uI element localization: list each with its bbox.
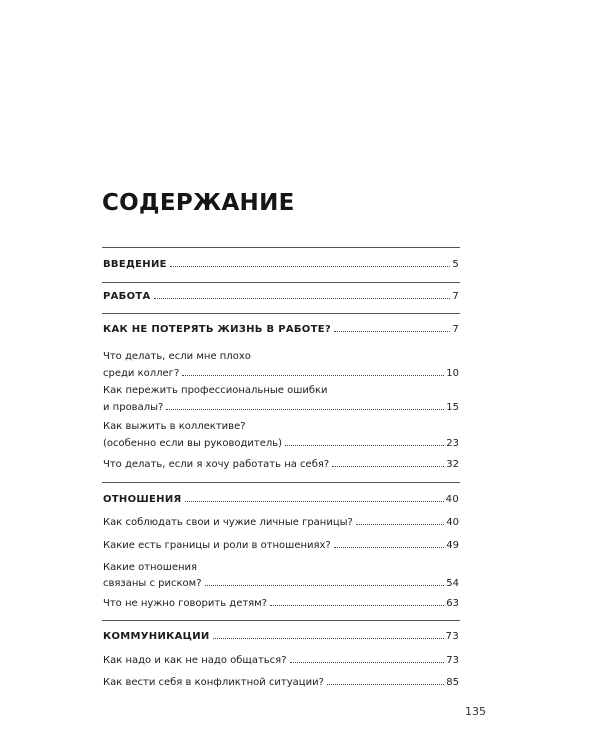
dot-leader: [154, 298, 451, 299]
divider: [102, 620, 460, 621]
dot-leader: [356, 524, 444, 525]
dot-leader: [182, 375, 444, 376]
dot-leader: [285, 445, 444, 446]
toc-entry-page: 7: [452, 324, 459, 335]
toc-entry-title-line: Как выжить в коллективе?: [103, 421, 246, 432]
divider: [102, 482, 460, 483]
toc-entry-children[interactable]: [103, 597, 459, 610]
toc-entry-how-to-communicate[interactable]: [103, 654, 459, 667]
toc-entry-page: 5: [452, 259, 459, 270]
dot-leader: [334, 331, 450, 332]
toc-entry-relationships[interactable]: [103, 493, 459, 506]
dot-leader: [205, 585, 445, 586]
toc-entry-page: 49: [446, 540, 459, 551]
toc-entry-page: 15: [446, 402, 459, 413]
dot-leader: [270, 605, 444, 606]
toc-entry-page: 10: [446, 368, 459, 379]
toc-entry-title: РАБОТА: [103, 291, 151, 302]
toc-entry-page: 40: [445, 494, 459, 505]
toc-entry-page: 63: [446, 598, 459, 609]
toc-entry-title: ОТНОШЕНИЯ: [103, 494, 182, 505]
dot-leader: [185, 501, 444, 502]
toc-entry-professional-mistakes[interactable]: [103, 384, 459, 414]
page-title: СОДЕРЖАНИЕ: [102, 190, 295, 216]
toc-entry-work-for-myself[interactable]: [103, 458, 459, 471]
toc-entry-title: (особенно если вы руководитель): [103, 438, 283, 449]
dot-leader: [213, 638, 444, 639]
toc-entry-title: Как соблюдать свои и чужие личные границы?: [103, 517, 353, 528]
toc-entry-title-line: Какие отношения: [103, 562, 198, 573]
toc-entry-page: 7: [452, 291, 459, 302]
toc-entry-title: Какие есть границы и роли в отношениях?: [103, 540, 331, 551]
dot-leader: [290, 662, 445, 663]
toc-entry-page: 23: [446, 438, 459, 449]
toc-entry-work[interactable]: [103, 290, 459, 303]
dot-leader: [170, 266, 451, 267]
toc-entry-colleagues[interactable]: [103, 350, 459, 380]
toc-entry-page: 32: [446, 459, 459, 470]
toc-entry-title: ВВЕДЕНИЕ: [103, 259, 167, 270]
toc-entry-personal-boundaries[interactable]: [103, 516, 459, 529]
toc-entry-page: 85: [446, 677, 459, 688]
dot-leader: [327, 684, 444, 685]
toc-entry-title: КОММУНИКАЦИИ: [103, 631, 210, 642]
toc-entry-title: КАК НЕ ПОТЕРЯТЬ ЖИЗНЬ В РАБОТЕ?: [103, 324, 331, 335]
toc-entry-title: и провалы?: [103, 402, 164, 413]
toc-entry-page: 54: [446, 578, 459, 589]
toc-entry-title: Что не нужно говорить детям?: [103, 598, 268, 609]
toc-entry-title-line: Как пережить профессиональные ошибки: [103, 385, 328, 396]
toc-entry-life-in-work[interactable]: [103, 323, 459, 336]
toc-entry-communications[interactable]: [103, 630, 459, 643]
toc-entry-page: 40: [446, 517, 459, 528]
divider: [102, 313, 460, 314]
toc-entry-page: 73: [445, 631, 459, 642]
toc-entry-survive-team[interactable]: [103, 420, 459, 450]
toc-entry-risky-relationships[interactable]: [103, 561, 459, 590]
page-number: 135: [465, 705, 486, 718]
toc-entry-introduction[interactable]: [103, 258, 459, 271]
toc-entry-title: Что делать, если я хочу работать на себя?: [103, 459, 330, 470]
toc-entry-title: Как надо и как не надо общаться?: [103, 655, 287, 666]
dot-leader: [166, 409, 444, 410]
dot-leader: [332, 466, 444, 467]
toc-entry-title: Как вести себя в конфликтной ситуации?: [103, 677, 324, 688]
toc-entry-boundaries-roles[interactable]: [103, 539, 459, 552]
divider: [102, 247, 460, 248]
toc-entry-title: среди коллег?: [103, 368, 180, 379]
toc-entry-page: 73: [446, 655, 459, 666]
toc-entry-conflict[interactable]: [103, 676, 459, 689]
toc-entry-title-line: Что делать, если мне плохо: [103, 351, 251, 362]
dot-leader: [334, 547, 445, 548]
divider: [102, 282, 460, 283]
toc-entry-title: связаны с риском?: [103, 578, 202, 589]
